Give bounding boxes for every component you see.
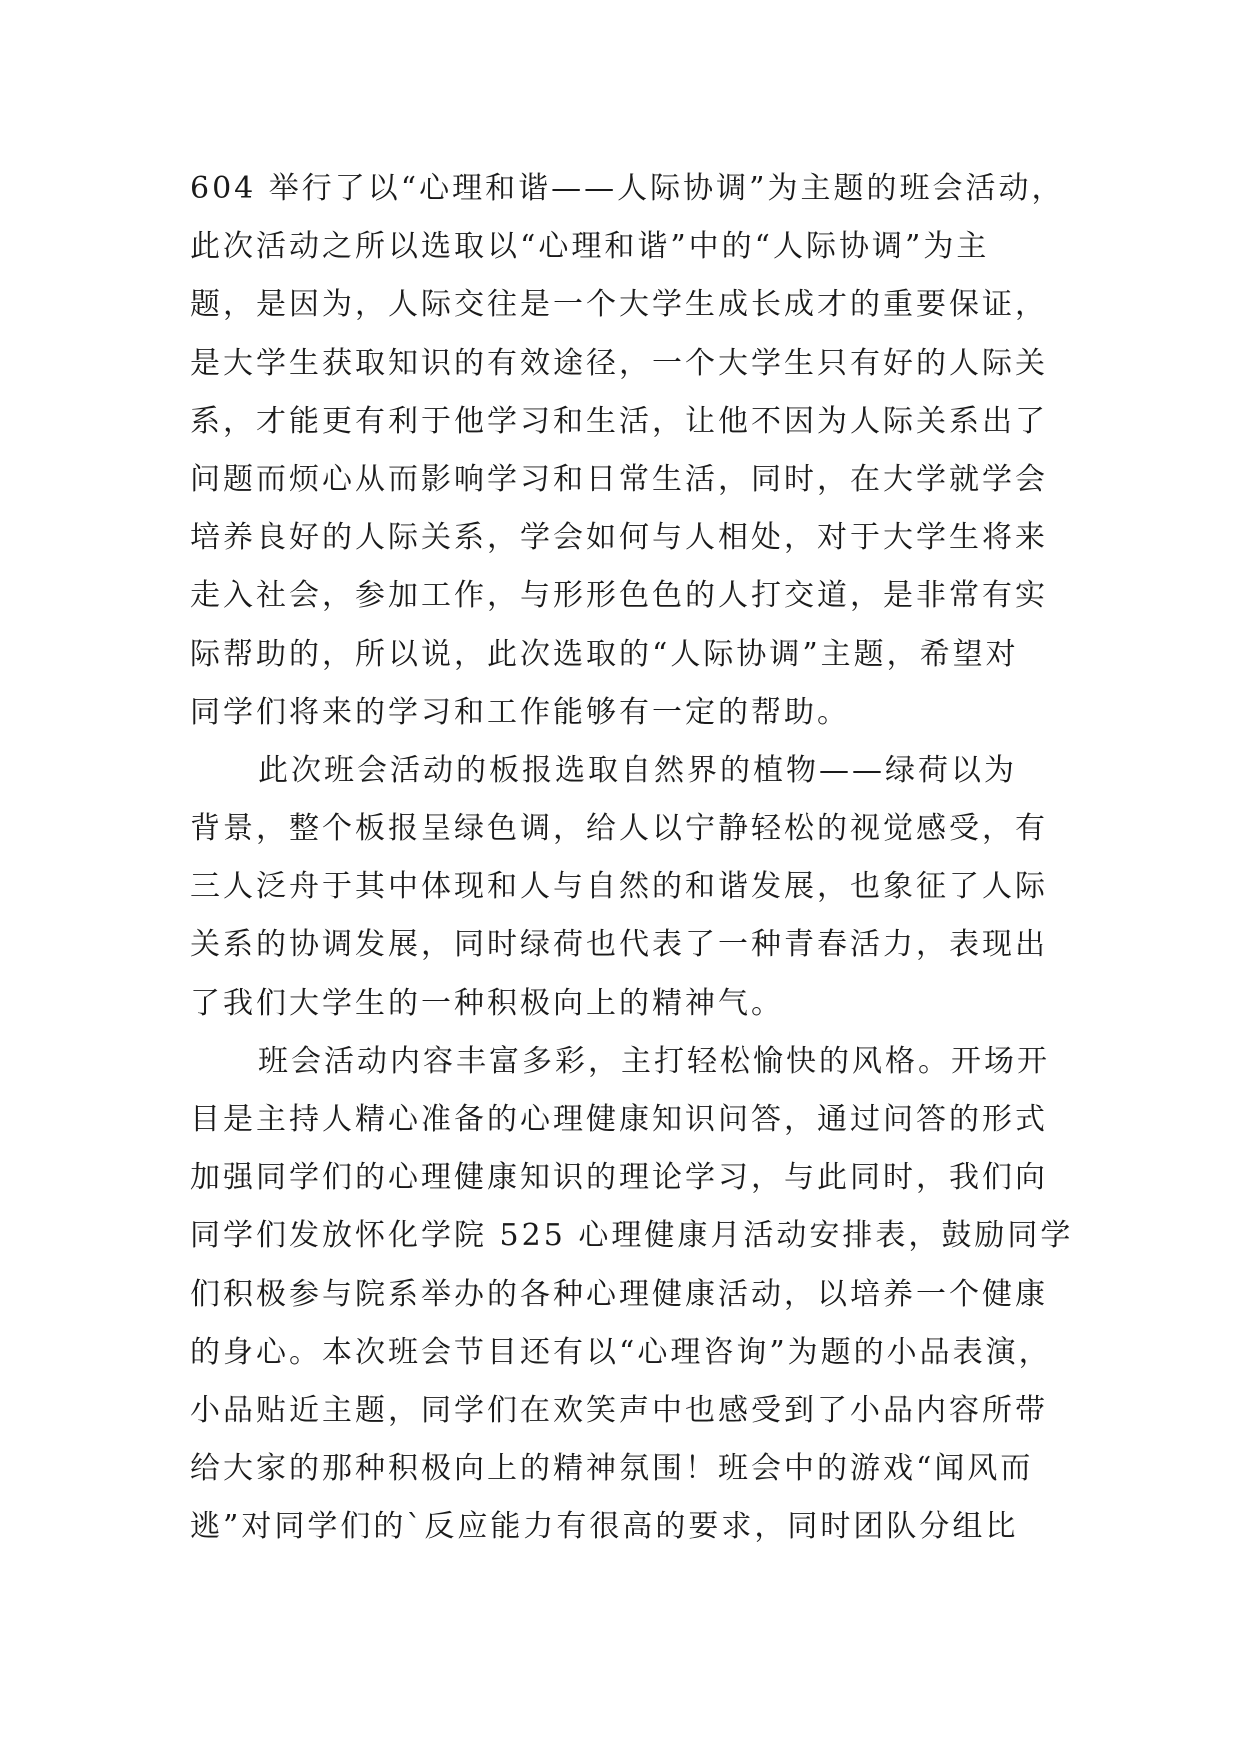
text-line: 是大学生获取知识的有效途径，一个大学生只有好的人际关 — [190, 345, 1048, 381]
text-line: 了我们大学生的一种积极向上的精神气。 — [190, 985, 784, 1021]
text-line: 此次活动之所以选取以“心理和谐”中的“人际协调”为主 — [190, 229, 990, 265]
text-line: 系，才能更有利于他学习和生活，让他不因为人际关系出了 — [190, 403, 1048, 439]
text-line: 604 举行了以“心理和谐——人际协调”为主题的班会活动， — [190, 171, 1065, 206]
text-line: 培养良好的人际关系，学会如何与人相处，对于大学生将来 — [190, 520, 1048, 556]
text-line: 小品贴近主题，同学们在欢笑声中也感受到了小品内容所带 — [190, 1392, 1048, 1428]
text-line: 逃”对同学们的`反应能力有很高的要求，同时团队分组比 — [190, 1509, 1019, 1545]
text-line: 给大家的那种积极向上的精神氛围！班会中的游戏“闻风而 — [190, 1451, 1034, 1487]
text-line: 班会活动内容丰富多彩，主打轻松愉快的风格。开场开 — [258, 1043, 1050, 1079]
text-line: 目是主持人精心准备的心理健康知识问答，通过问答的形式 — [190, 1102, 1048, 1137]
text-line: 加强同学们的心理健康知识的理论学习，与此同时，我们向 — [190, 1160, 1048, 1196]
text-line: 三人泛舟于其中体现和人与自然的和谐发展，也象征了人际 — [190, 869, 1048, 905]
text-line: 关系的协调发展，同时绿荷也代表了一种青春活力，表现出 — [190, 927, 1048, 963]
text-line: 同学们将来的学习和工作能够有一定的帮助。 — [190, 694, 850, 730]
text-line: 背景，整个板报呈绿色调，给人以宁静轻松的视觉感受，有 — [190, 811, 1048, 847]
text-line: 此次班会活动的板报选取自然界的植物——绿荷以为 — [258, 752, 1017, 788]
text-line: 题，是因为，人际交往是一个大学生成长成才的重要保证， — [190, 287, 1048, 323]
text-line: 的身心。本次班会节目还有以“心理咨询”为题的小品表演， — [190, 1334, 1052, 1370]
text-line: 同学们发放怀化学院 525 心理健康月活动安排表，鼓励同学 — [190, 1218, 1074, 1254]
text-line: 际帮助的，所以说，此次选取的“人际协调”主题，希望对 — [190, 636, 1019, 672]
text-line: 问题而烦心从而影响学习和日常生活，同时，在大学就学会 — [190, 461, 1048, 497]
body-text — [190, 160, 1074, 1557]
text-line: 走入社会，参加工作，与形形色色的人打交道，是非常有实 — [190, 578, 1048, 614]
text-line: 们积极参与院系举办的各种心理健康活动，以培养一个健康 — [190, 1276, 1048, 1312]
